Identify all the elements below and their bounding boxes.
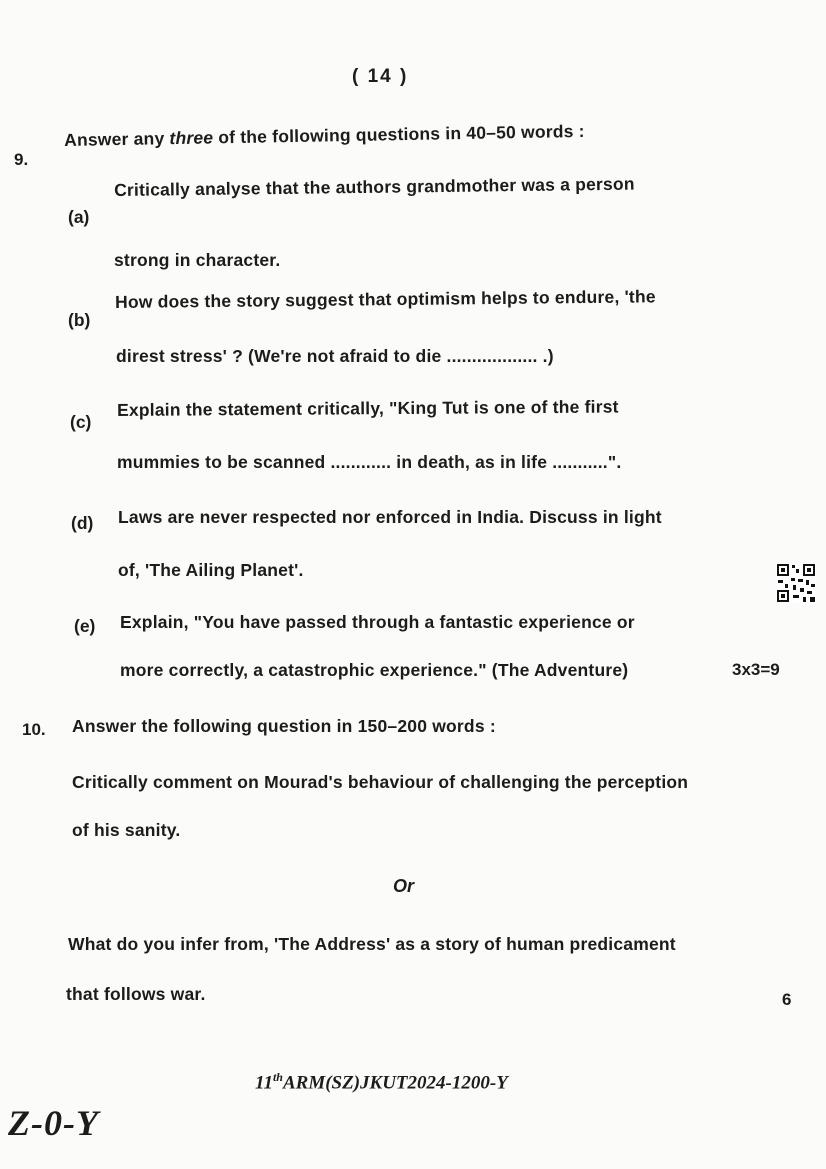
part-c-label: (c) — [70, 412, 92, 432]
option-1-line-1: Critically comment on Mourad's behaviour of challenging the perception — [72, 772, 689, 792]
part-a-line-1: Critically analyse that the authors grandmother was a person — [114, 173, 635, 200]
question-10-number: 10. — [22, 720, 46, 739]
question-9-instruction — [64, 121, 585, 151]
part-a-line-2: strong in character. — [114, 250, 281, 270]
instruction-emphasis: three — [169, 127, 214, 149]
question-9-marks: 3x3=9 — [732, 660, 780, 679]
part-e-label: (e) — [74, 616, 96, 636]
paper-code-prefix: 11 — [255, 1072, 273, 1094]
option-2-line-1: What do you infer from, 'The Address' as a story of human predicament — [68, 934, 676, 954]
part-d-label: (d) — [71, 513, 94, 533]
question-10-marks: 6 — [782, 990, 792, 1009]
part-d-line-1: Laws are never respected nor enforced in India. Discuss in light — [118, 507, 662, 527]
part-e-line-1: Explain, "You have passed through a fantastic experience or — [120, 612, 635, 632]
set-code: Z-0-Y — [8, 1103, 99, 1143]
or-separator: Or — [393, 876, 415, 896]
question-9-number: 9. — [14, 150, 29, 169]
part-e-line-2: more correctly, a catastrophic experience." (The Adventure) — [120, 660, 629, 680]
part-d-line-2: of, 'The Ailing Planet'. — [118, 560, 304, 580]
part-b-line-2: direst stress' ? (We're not afraid to die .................. .) — [116, 346, 554, 366]
part-b-line-1: How does the story suggest that optimism helps to endure, 'the — [115, 286, 656, 312]
instruction-text: Answer any — [64, 128, 170, 150]
qr-code-icon — [776, 563, 816, 603]
part-c-line-2: mummies to be scanned ............ in death, as in life ...........". — [117, 452, 622, 472]
option-2-line-2: that follows war. — [66, 984, 206, 1004]
part-a-label: (a) — [68, 207, 90, 227]
paper-code — [255, 1070, 508, 1094]
part-c-line-1: Explain the statement critically, "King Tut is one of the first — [117, 396, 619, 420]
option-1-line-2: of his sanity. — [72, 820, 181, 840]
part-b-label: (b) — [68, 310, 91, 330]
question-10-instruction: Answer the following question in 150–200 words : — [72, 716, 496, 736]
instruction-text: of the following questions in 40–50 words : — [213, 120, 585, 148]
page-number: ( 14 ) — [352, 66, 409, 87]
paper-code-rest: ARM(SZ)JKUT2024-1200-Y — [282, 1072, 508, 1094]
paper-code-superscript: th — [272, 1070, 283, 1084]
